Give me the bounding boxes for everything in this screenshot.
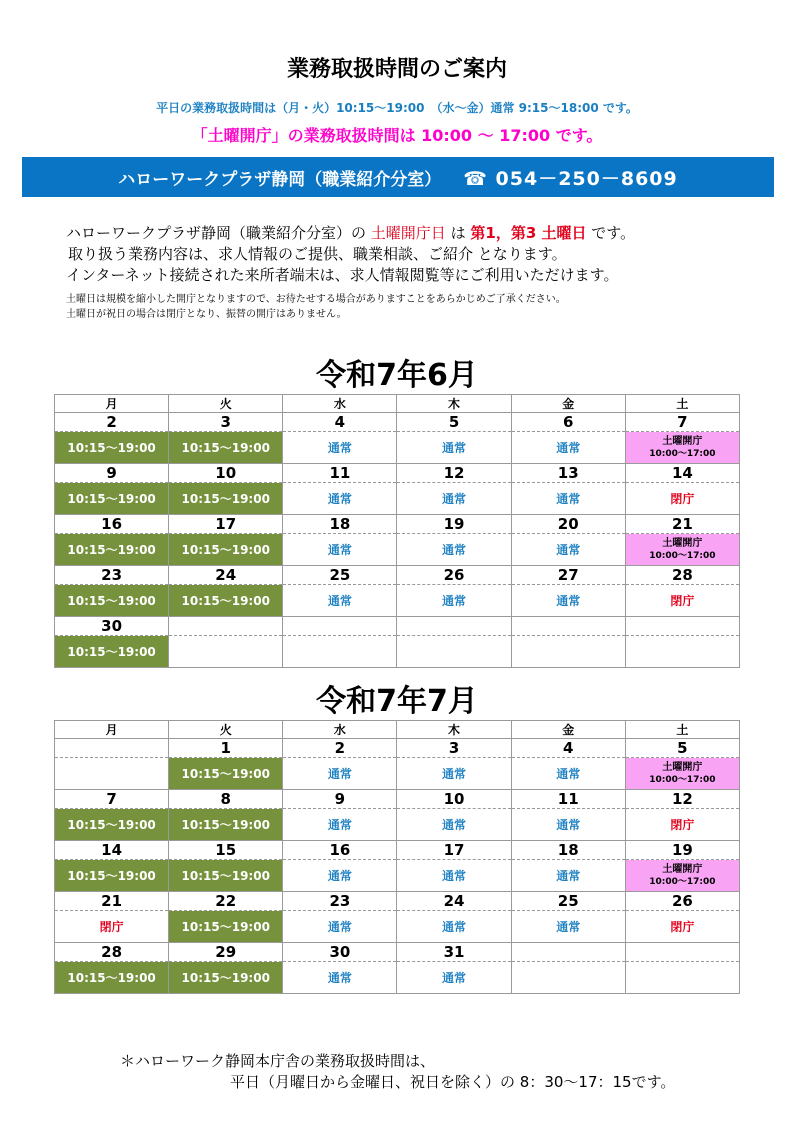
date-cell: 15 [169,841,283,860]
date-row [55,841,740,860]
date-cell: 19 [625,841,739,860]
date-cell [625,943,739,962]
weekday-header: 火 [169,395,283,413]
date-cell: 18 [283,515,397,534]
empty-cell [397,636,511,668]
intro-note-1: 土曜日は規模を縮小した開庁となりますので、お待たせする場合がありますことをあらかじめご了承ください。 [66,294,566,305]
date-cell: 23 [283,892,397,911]
extended-hours-cell: 10:15～19:00 [55,483,169,515]
date-cell: 29 [169,943,283,962]
date-row [55,617,740,636]
date-cell: 4 [283,413,397,432]
office-name: ハローワークプラザ静岡（職業紹介分室） [118,169,442,190]
date-cell [625,617,739,636]
saturday-open-label: 土曜開庁 [662,537,703,549]
closed-cell: 閉庁 [625,809,739,841]
normal-hours-cell: 通常 [397,758,511,790]
normal-hours-cell: 通常 [283,911,397,943]
normal-hours-cell: 通常 [397,432,511,464]
empty-cell [283,636,397,668]
date-row [55,943,740,962]
date-cell: 22 [169,892,283,911]
date-cell: 13 [511,464,625,483]
intro-text: です。 [591,224,636,242]
saturday-open-cell [625,432,739,464]
weekday-header: 金 [511,395,625,413]
date-cell: 6 [511,413,625,432]
normal-hours-cell: 通常 [283,962,397,994]
footer-note-2: 平日（月曜日から金曜日、祝日を除く）の 8：30～17：15です。 [230,1073,676,1091]
status-row [55,809,740,841]
intro-text: ハローワークプラザ静岡（職業紹介分室）の [66,224,367,242]
calendar-july [54,720,740,994]
extended-hours-cell: 10:15～19:00 [169,911,283,943]
phone-number: ☎ 054－250－8609 [463,167,678,190]
date-cell: 7 [55,790,169,809]
date-cell: 4 [511,739,625,758]
date-cell: 7 [625,413,739,432]
date-cell: 3 [169,413,283,432]
empty-cell [55,758,169,790]
date-cell: 31 [397,943,511,962]
saturday-open-hours: 10:00～17:00 [649,876,716,887]
normal-hours-cell: 通常 [511,432,625,464]
date-cell: 12 [397,464,511,483]
calendar-title-july: 令和7年7月 [316,684,478,719]
extended-hours-cell: 10:15～19:00 [169,585,283,617]
date-cell: 24 [397,892,511,911]
extended-hours-cell: 10:15～19:00 [169,809,283,841]
status-row [55,534,740,566]
saturday-open-hours: 10:00～17:00 [649,448,716,459]
office-banner [22,157,774,197]
weekday-header: 木 [397,395,511,413]
date-cell: 14 [55,841,169,860]
footer-note-1: ＊ハローワーク静岡本庁舎の業務取扱時間は、 [120,1052,436,1070]
normal-hours-cell: 通常 [511,911,625,943]
date-cell: 11 [511,790,625,809]
date-cell [397,617,511,636]
date-row [55,464,740,483]
extended-hours-cell: 10:15～19:00 [55,962,169,994]
saturday-open-cell [625,758,739,790]
saturday-open-hours: 10:00～17:00 [649,774,716,785]
date-cell: 25 [511,892,625,911]
closed-cell: 閉庁 [625,911,739,943]
date-cell: 27 [511,566,625,585]
saturday-open-cell [625,860,739,892]
date-cell: 28 [55,943,169,962]
normal-hours-cell: 通常 [511,534,625,566]
extended-hours-cell: 10:15～19:00 [55,432,169,464]
date-cell: 5 [625,739,739,758]
weekday-header: 水 [283,395,397,413]
date-cell: 10 [397,790,511,809]
status-row [55,758,740,790]
saturday-open-hours: 10:00～17:00 [649,550,716,561]
date-cell [55,739,169,758]
date-cell: 30 [283,943,397,962]
date-cell [283,617,397,636]
date-cell: 21 [625,515,739,534]
empty-cell [511,636,625,668]
weekday-header: 土 [625,395,739,413]
normal-hours-cell: 通常 [397,585,511,617]
status-row [55,962,740,994]
date-cell: 8 [169,790,283,809]
empty-cell [511,962,625,994]
saturday-open-label: 土曜開庁 [662,761,703,773]
date-cell: 10 [169,464,283,483]
empty-cell [169,636,283,668]
weekday-header: 火 [169,721,283,739]
date-row [55,566,740,585]
status-row [55,585,740,617]
status-row [55,860,740,892]
date-row [55,413,740,432]
weekday-hours: 平日の業務取扱時間は（月・火）10:15～19:00 （水～金）通常 9:15～18:00 です。 [156,101,638,115]
date-row [55,739,740,758]
normal-hours-cell: 通常 [511,809,625,841]
date-cell: 26 [397,566,511,585]
extended-hours-cell: 10:15～19:00 [169,962,283,994]
date-cell: 28 [625,566,739,585]
extended-hours-cell: 10:15～19:00 [55,534,169,566]
date-cell [511,943,625,962]
extended-hours-cell: 10:15～19:00 [169,432,283,464]
normal-hours-cell: 通常 [283,534,397,566]
weekday-header-row [55,721,740,739]
date-cell: 11 [283,464,397,483]
date-cell: 20 [511,515,625,534]
empty-cell [625,962,739,994]
status-row [55,432,740,464]
saturday-open-cell [625,534,739,566]
intro-line-3: インターネット接続された来所者端末は、求人情報閲覧等にご利用いただけます。 [66,266,619,284]
weekday-header: 金 [511,721,625,739]
date-cell: 16 [283,841,397,860]
date-cell: 18 [511,841,625,860]
normal-hours-cell: 通常 [397,483,511,515]
date-cell: 19 [397,515,511,534]
weekday-header-row [55,395,740,413]
open-saturdays: 第1，第3 土曜日 [470,224,587,242]
extended-hours-cell: 10:15～19:00 [55,585,169,617]
date-cell: 2 [55,413,169,432]
date-cell: 9 [283,790,397,809]
extended-hours-cell: 10:15～19:00 [169,758,283,790]
date-cell: 23 [55,566,169,585]
status-row [55,483,740,515]
page-title: 業務取扱時間のご案内 [286,57,507,82]
normal-hours-cell: 通常 [511,758,625,790]
date-cell: 25 [283,566,397,585]
date-cell: 26 [625,892,739,911]
normal-hours-cell: 通常 [397,860,511,892]
status-row [55,911,740,943]
normal-hours-cell: 通常 [397,809,511,841]
intro-note-2: 土曜日が祝日の場合は閉庁となり、振替の開庁はありません。 [66,309,347,320]
weekday-header: 木 [397,721,511,739]
date-row [55,515,740,534]
extended-hours-cell: 10:15～19:00 [55,809,169,841]
calendar-title-june: 令和7年6月 [316,358,478,393]
extended-hours-cell: 10:15～19:00 [169,860,283,892]
normal-hours-cell: 通常 [397,962,511,994]
saturday-open-label: 土曜開庁 [662,435,703,447]
saturday-open-label: 土曜開庁 [662,863,703,875]
date-cell: 21 [55,892,169,911]
date-cell: 3 [397,739,511,758]
empty-cell [625,636,739,668]
extended-hours-cell: 10:15～19:00 [169,534,283,566]
closed-cell: 閉庁 [55,911,169,943]
weekday-header: 月 [55,721,169,739]
normal-hours-cell: 通常 [283,585,397,617]
normal-hours-cell: 通常 [283,860,397,892]
weekday-header: 月 [55,395,169,413]
date-cell: 1 [169,739,283,758]
extended-hours-cell: 10:15～19:00 [55,860,169,892]
calendar-june [54,394,740,668]
normal-hours-cell: 通常 [511,585,625,617]
intro-text: は [450,224,466,242]
normal-hours-cell: 通常 [283,432,397,464]
date-cell [511,617,625,636]
date-cell: 12 [625,790,739,809]
normal-hours-cell: 通常 [283,483,397,515]
date-cell: 5 [397,413,511,432]
date-cell [169,617,283,636]
normal-hours-cell: 通常 [397,911,511,943]
date-cell: 16 [55,515,169,534]
date-cell: 17 [169,515,283,534]
normal-hours-cell: 通常 [283,758,397,790]
closed-cell: 閉庁 [625,585,739,617]
date-cell: 9 [55,464,169,483]
normal-hours-cell: 通常 [283,809,397,841]
intro-line-2: 取り扱う業務内容は、求人情報のご提供、職業相談、ご紹介 となります。 [68,245,567,263]
extended-hours-cell: 10:15～19:00 [169,483,283,515]
saturday-hours: 「土曜開庁」の業務取扱時間は 10:00 ～ 17:00 です。 [191,126,603,145]
closed-cell: 閉庁 [625,483,739,515]
normal-hours-cell: 通常 [511,860,625,892]
weekday-header: 土 [625,721,739,739]
extended-hours-cell: 10:15～19:00 [55,636,169,668]
date-row [55,790,740,809]
date-cell: 2 [283,739,397,758]
date-cell: 17 [397,841,511,860]
date-cell: 30 [55,617,169,636]
date-cell: 14 [625,464,739,483]
status-row [55,636,740,668]
weekday-header: 水 [283,721,397,739]
normal-hours-cell: 通常 [511,483,625,515]
saturday-open-label: 土曜開庁日 [370,224,446,242]
date-cell: 24 [169,566,283,585]
intro-line-1 [66,222,635,243]
date-row [55,892,740,911]
normal-hours-cell: 通常 [397,534,511,566]
